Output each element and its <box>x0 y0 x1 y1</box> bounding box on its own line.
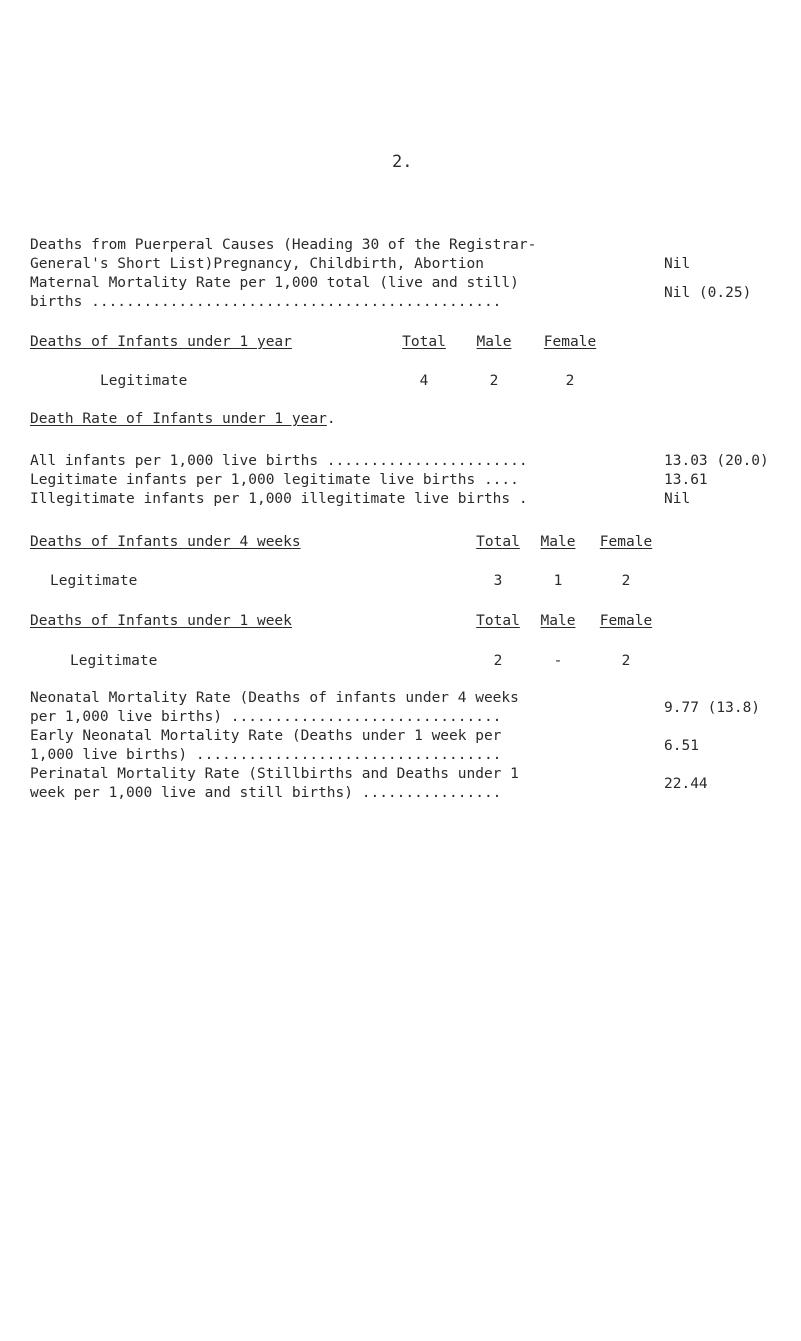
col-total: Total <box>402 334 446 350</box>
rate-row-all-label: All infants per 1,000 live births ....................... <box>30 453 528 469</box>
col-total: Total <box>476 534 520 550</box>
rate-row-legitimate-label: Legitimate infants per 1,000 legitimate live births .... <box>30 472 519 488</box>
cell-male: - <box>553 653 563 669</box>
cell-total: 3 <box>493 573 503 589</box>
col-female: Female <box>543 334 597 350</box>
neonatal-line-1: Neonatal Mortality Rate (Deaths of infants under 4 weeks <box>30 690 519 706</box>
rate-row-illegitimate-value: Nil <box>664 491 691 507</box>
perinatal-line-2: week per 1,000 live and still births) ................ <box>30 785 502 801</box>
early-neonatal-value: 6.51 <box>664 738 699 754</box>
cell-female: 2 <box>565 373 575 389</box>
death-rate-heading-wrap <box>30 411 336 427</box>
death-rate-heading: Death Rate of Infants under 1 year <box>30 411 327 427</box>
infants-4-weeks-heading: Deaths of Infants under 4 weeks <box>30 534 301 550</box>
neonatal-value: 9.77 (13.8) <box>664 700 761 716</box>
puerperal-line-1: Deaths from Puerperal Causes (Heading 30 of the Registrar- <box>30 237 537 253</box>
early-neonatal-line-1: Early Neonatal Mortality Rate (Deaths under 1 week per <box>30 728 502 744</box>
cell-total: 4 <box>419 373 429 389</box>
col-male: Male <box>540 534 576 550</box>
perinatal-value: 22.44 <box>664 776 708 792</box>
puerperal-line-2: General's Short List)Pregnancy, Childbirth, Abortion <box>30 256 484 272</box>
rate-row-all-value: 13.03 (20.0) <box>664 453 769 469</box>
perinatal-line-1: Perinatal Mortality Rate (Stillbirths and Deaths under 1 <box>30 766 519 782</box>
col-male: Male <box>540 613 576 629</box>
puerperal-deaths-value: Nil <box>664 256 691 272</box>
maternal-rate-line-2: births ............................................... <box>30 294 502 310</box>
cell-total: 2 <box>493 653 503 669</box>
rate-row-illegitimate-label: Illegitimate infants per 1,000 illegitimate live births . <box>30 491 528 507</box>
cell-male: 2 <box>489 373 499 389</box>
early-neonatal-line-2: 1,000 live births) ................................... <box>30 747 502 763</box>
cell-female: 2 <box>621 573 631 589</box>
cell-male: 1 <box>553 573 563 589</box>
rate-row-legitimate-value: 13.61 <box>664 472 708 488</box>
page-number: 2. <box>392 152 413 172</box>
row-label-legitimate: Legitimate <box>50 573 138 589</box>
col-female: Female <box>599 534 653 550</box>
cell-female: 2 <box>621 653 631 669</box>
death-rate-heading-suffix: . <box>326 411 336 427</box>
row-label-legitimate: Legitimate <box>70 653 158 669</box>
col-total: Total <box>476 613 520 629</box>
maternal-rate-line: Maternal Mortality Rate per 1,000 total (live and still) <box>30 275 519 291</box>
infants-1-week-heading: Deaths of Infants under 1 week <box>30 613 292 629</box>
col-female: Female <box>599 613 653 629</box>
neonatal-line-2: per 1,000 live births) ............................... <box>30 709 502 725</box>
maternal-rate-value: Nil (0.25) <box>664 285 752 301</box>
infants-1-year-heading: Deaths of Infants under 1 year <box>30 334 292 350</box>
col-male: Male <box>476 334 512 350</box>
row-label-legitimate: Legitimate <box>100 373 188 389</box>
